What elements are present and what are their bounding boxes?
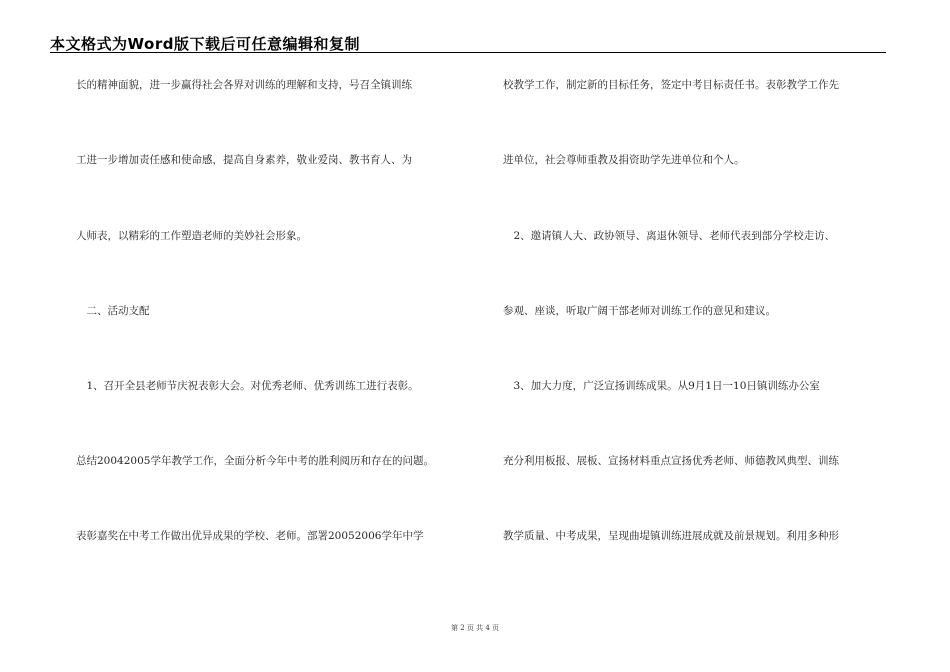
paragraph-line: 教学质量、中考成果，呈现曲堤镇训练进展成就及前景规划。利用多种形 [503,530,839,542]
paragraph-line: 进单位，社会尊师重教及捐资助学先进单位和个人。 [503,154,745,166]
paragraph-line: 2、邀请镇人大、政协领导、离退休领导、老师代表到部分学校走访、 [503,230,836,242]
section-heading: 二、活动支配 [76,305,150,317]
page-number-footer: 第 2 页 共 4 页 [450,624,500,632]
header-divider [50,52,886,53]
paragraph-line: 3、加大力度，广泛宣扬训练成果。从9月1日一10日镇训练办公室 [503,380,820,392]
paragraph-line: 校教学工作，制定新的目标任务，签定中考目标责任书。表彰教学工作先 [503,79,839,91]
paragraph-line: 表彰嘉奖在中考工作做出优异成果的学校、老师。部署20052006学年中学 [76,530,424,542]
paragraph-line: 充分利用板报、展板、宣扬材料重点宣扬优秀老师、师德教风典型、训练 [503,455,839,467]
paragraph-line: 人师表，以精彩的工作塑造老师的美妙社会形象。 [76,230,307,242]
document-header-title: 本文格式为Word版下载后可任意编辑和复制 [50,35,360,53]
paragraph-line: 参观、座谈，听取广阔干部老师对训练工作的意见和建议。 [503,305,776,317]
paragraph-line: 总结20042005学年教学工作，全面分析今年中考的胜利阅历和存在的问题。 [76,455,434,467]
paragraph-line: 长的精神面貌，进一步赢得社会各界对训练的理解和支持，号召全镇训练 [76,79,412,91]
paragraph-line: 工进一步增加责任感和使命感，提高自身素养，敬业爱岗、教书育人、为 [76,154,412,166]
paragraph-line: 1、召开全县老师节庆祝表彰大会。对优秀老师、优秀训练工进行表彰。 [76,380,419,392]
